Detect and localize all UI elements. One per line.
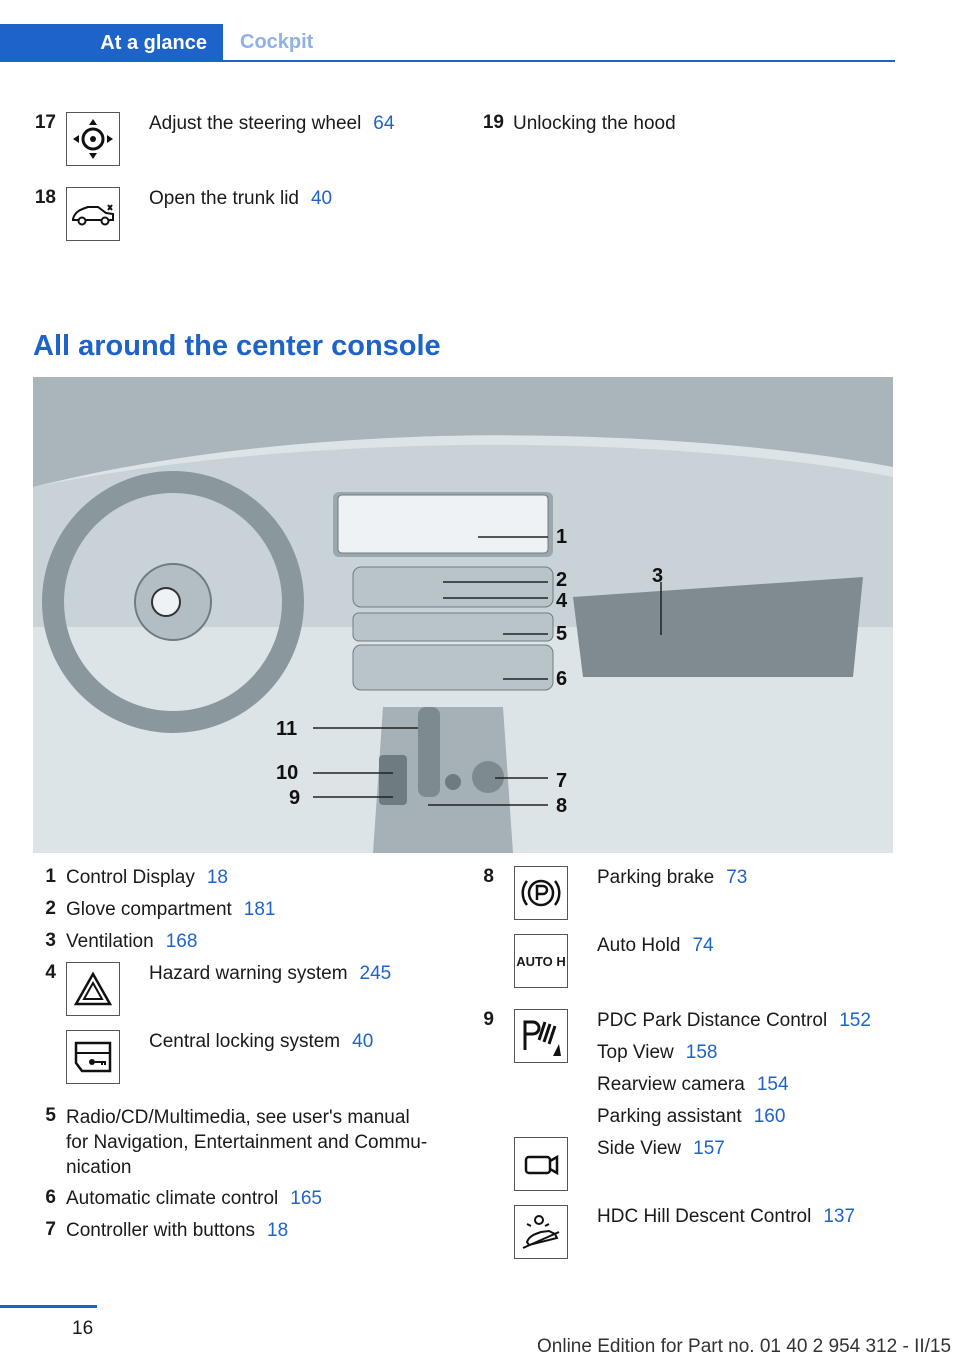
item-label: Parking brake bbox=[597, 867, 715, 888]
trunk-item bbox=[149, 187, 332, 211]
callout-label: 11 bbox=[276, 718, 298, 740]
item-label: Top View bbox=[597, 1042, 674, 1063]
list-item bbox=[149, 962, 391, 986]
callout-label: 5 bbox=[556, 623, 568, 645]
page-ref-link[interactable]: 152 bbox=[839, 1010, 871, 1031]
page-ref-link[interactable]: 160 bbox=[753, 1106, 786, 1127]
item-number: 2 bbox=[45, 898, 56, 919]
callout-label: 6 bbox=[556, 668, 568, 690]
pdc-icon bbox=[514, 1009, 568, 1063]
edition-text: Online Edition for Part no. 01 40 2 954 312 - II/15 bbox=[537, 1336, 952, 1357]
central-locking-icon bbox=[66, 1030, 120, 1084]
page-ref-link[interactable]: 73 bbox=[726, 867, 748, 888]
callout-label: 9 bbox=[289, 787, 301, 809]
list-item bbox=[66, 898, 276, 922]
page-ref-link[interactable]: 154 bbox=[756, 1074, 789, 1095]
page-number: 16 bbox=[72, 1318, 94, 1339]
item-number: 7 bbox=[45, 1219, 56, 1240]
callout-label: 10 bbox=[276, 762, 299, 784]
page-ref-link[interactable]: 18 bbox=[267, 1220, 289, 1241]
item-label: Central locking system bbox=[149, 1031, 341, 1052]
item-number: 17 bbox=[34, 112, 56, 133]
item-label-line: nication bbox=[66, 1157, 132, 1178]
auto-hold-icon-text: AUTO H bbox=[516, 953, 566, 969]
list-item bbox=[597, 1073, 789, 1097]
hood-item: Unlocking the hood bbox=[513, 113, 676, 134]
tab-cockpit[interactable]: Cockpit bbox=[240, 30, 314, 53]
list-item bbox=[66, 1105, 456, 1180]
item-number: 9 bbox=[483, 1009, 494, 1030]
item-label: Hazard warning system bbox=[149, 963, 348, 984]
item-label: Glove compartment bbox=[66, 899, 232, 920]
item-label: Auto Hold bbox=[597, 935, 681, 956]
car-trunk-icon bbox=[66, 187, 120, 241]
footer-divider bbox=[0, 1305, 97, 1308]
page-ref-link[interactable]: 40 bbox=[352, 1031, 374, 1052]
item-number: 18 bbox=[34, 187, 56, 208]
list-item bbox=[597, 866, 747, 890]
list-item bbox=[66, 930, 197, 954]
list-item bbox=[597, 934, 714, 958]
item-label: Rearview camera bbox=[597, 1074, 745, 1095]
page-ref-link[interactable]: 165 bbox=[290, 1188, 322, 1209]
item-label: Parking assistant bbox=[597, 1106, 742, 1127]
page-ref-link[interactable]: 157 bbox=[693, 1138, 725, 1159]
page-ref-link[interactable]: 158 bbox=[685, 1042, 718, 1063]
list-item bbox=[597, 1205, 855, 1229]
item-number: 4 bbox=[45, 962, 56, 983]
item-label: Adjust the steering wheel bbox=[149, 113, 362, 134]
list-item bbox=[149, 1030, 373, 1054]
list-item bbox=[597, 1009, 871, 1033]
callout-label: 8 bbox=[556, 795, 568, 817]
hazard-warning-icon bbox=[66, 962, 120, 1016]
item-number: 8 bbox=[483, 866, 494, 887]
item-label-line: Radio/CD/Multimedia, see user's manual bbox=[66, 1107, 410, 1128]
item-label: Ventilation bbox=[66, 931, 154, 952]
list-item bbox=[66, 1187, 322, 1211]
item-number: 5 bbox=[45, 1105, 56, 1126]
item-number: 1 bbox=[45, 866, 56, 887]
item-label: Automatic climate control bbox=[66, 1188, 279, 1209]
header-divider bbox=[0, 60, 895, 62]
item-number: 19 bbox=[482, 112, 504, 133]
list-item bbox=[597, 1105, 785, 1129]
tab-at-a-glance[interactable]: At a glance bbox=[0, 24, 223, 62]
side-view-camera-icon bbox=[514, 1137, 568, 1191]
steering-wheel-adjust-icon bbox=[66, 112, 120, 166]
page-ref-link[interactable]: 18 bbox=[206, 867, 228, 888]
item-number: 3 bbox=[45, 930, 56, 951]
section-title: All around the center console bbox=[33, 330, 441, 362]
item-label: Control Display bbox=[66, 867, 195, 888]
item-number: 6 bbox=[45, 1187, 56, 1208]
list-item bbox=[66, 1219, 288, 1243]
list-item bbox=[66, 866, 228, 890]
callout-label: 1 bbox=[556, 526, 568, 548]
callout-label: 2 bbox=[556, 569, 568, 591]
page-ref-link[interactable]: 137 bbox=[823, 1206, 856, 1227]
page-ref-link[interactable]: 74 bbox=[692, 935, 714, 956]
page-ref-link[interactable]: 245 bbox=[359, 963, 392, 984]
page-ref-link[interactable]: 40 bbox=[310, 188, 333, 209]
callout-label: 4 bbox=[556, 590, 568, 612]
callout-label: 7 bbox=[556, 770, 568, 792]
center-console-illustration bbox=[33, 377, 893, 853]
item-label: PDC Park Distance Control bbox=[597, 1010, 828, 1031]
page-ref-link[interactable]: 64 bbox=[373, 113, 395, 134]
item-label: Side View bbox=[597, 1138, 682, 1159]
page-ref-link[interactable]: 168 bbox=[165, 931, 198, 952]
steering-wheel-item bbox=[149, 112, 394, 136]
page-ref-link[interactable]: 181 bbox=[243, 899, 276, 920]
hill-descent-icon bbox=[514, 1205, 568, 1259]
item-label-line: for Navigation, Entertainment and Commu- bbox=[66, 1132, 428, 1153]
list-item bbox=[597, 1041, 717, 1065]
parking-brake-icon bbox=[514, 866, 568, 920]
callout-label: 3 bbox=[652, 565, 664, 587]
auto-hold-icon bbox=[514, 934, 568, 988]
item-label: Open the trunk lid bbox=[149, 188, 299, 209]
item-label: HDC Hill Descent Control bbox=[597, 1206, 812, 1227]
header-tabbar bbox=[0, 24, 895, 62]
item-label: Controller with buttons bbox=[66, 1220, 256, 1241]
list-item bbox=[597, 1137, 725, 1161]
